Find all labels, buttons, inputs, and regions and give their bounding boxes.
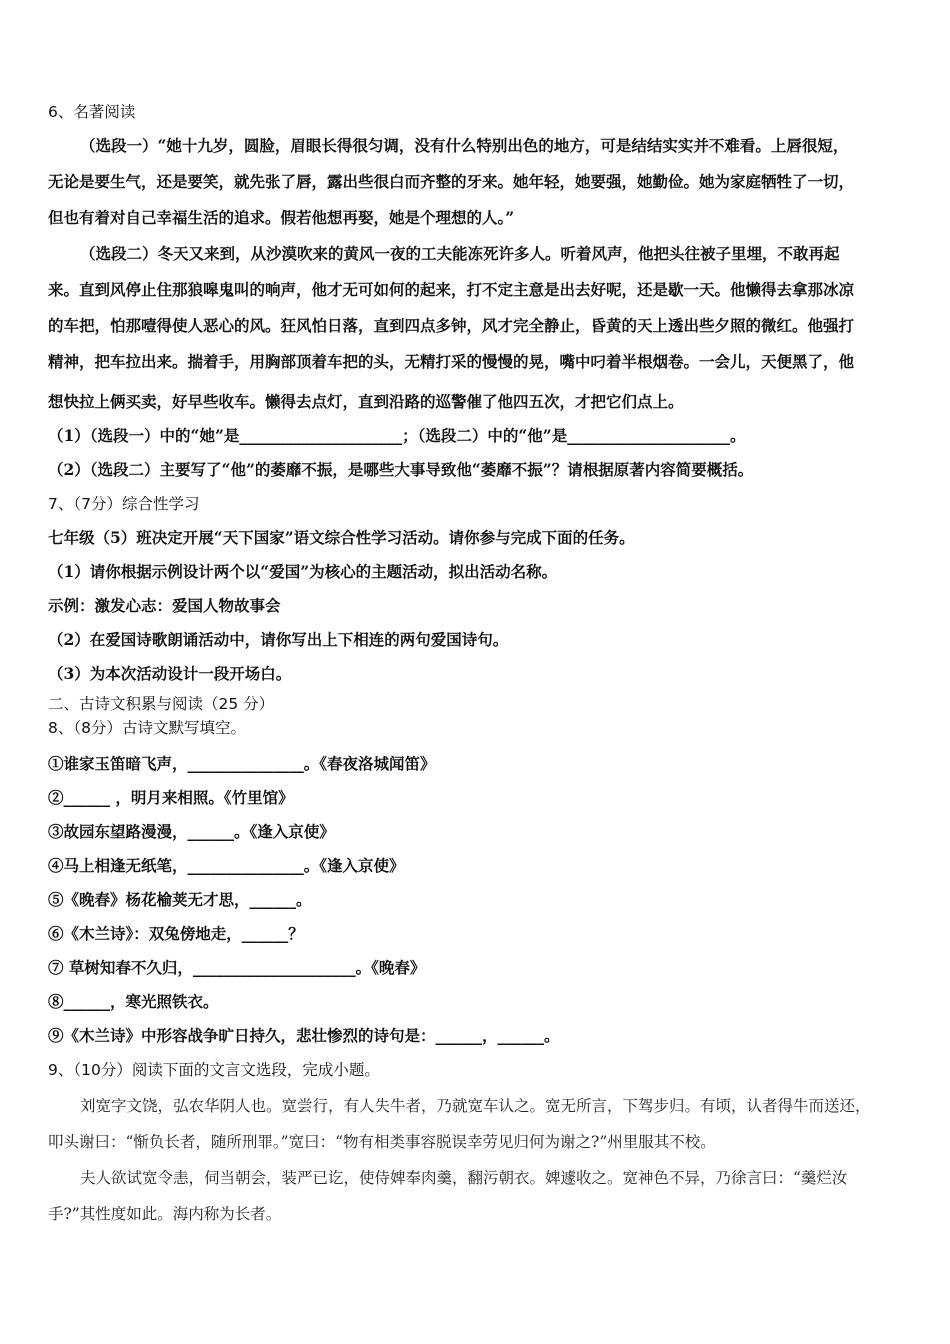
- question-7-heading: 7、（7分）综合性学习: [48, 495, 200, 513]
- question-8-item-4: ④马上相逢无纸笔，_______________。《逢入京使》: [48, 856, 405, 875]
- question-8-item-7: ⑦ 草树知春不久归，_____________________。《晚春》: [48, 958, 426, 977]
- question-7-task-3: （3）为本次活动设计一段开场白。: [48, 664, 292, 683]
- question-8-item-2: ②______ ，明月来相照。《竹里馆》: [48, 788, 294, 807]
- excerpt-1-line-2: 无论是要生气，还是要笑，就先张了唇，露出些很白而齐整的牙来。她年轻，她要强，她勤俭。她为家庭牺牲了一切，: [48, 172, 855, 191]
- excerpt-2-line-5: 想快拉上俩买卖，好早些收车。懒得去点灯，直到沿路的巡警催了他四五次，才把它们点上。: [48, 392, 684, 411]
- classical-text-line-4: 手?”其性度如此。海内称为长者。: [48, 1205, 282, 1223]
- question-9-heading: 9、（10分）阅读下面的文言文选段，完成小题。: [48, 1061, 380, 1079]
- excerpt-2-line-4: 精神，把车拉出来。揣着手，用胸部顶着车把的头，无精打采的慢慢的晃，嘴中叼着半根烟卷。一会儿，天便黑了，他: [48, 352, 855, 371]
- excerpt-1-line-3: 但也有着对自己幸福生活的追求。假若他想再娶，她是个理想的人。”: [48, 208, 515, 227]
- classical-text-line-1: 刘宽字文饶，弘农华阴人也。宽尝行，有人失牛者，乃就宽车认之。宽无所言，下驾步归。有顷，认者得牛而送还，: [80, 1097, 871, 1115]
- question-8-item-3: ③故园东望路漫漫，______。《逢入京使》: [48, 822, 335, 841]
- question-6-sub-2: （2）（选段二）主要写了“他”的萎靡不振，是哪些大事导致他“萎靡不振”？请根据原著内容简要概括。: [48, 460, 754, 479]
- question-8-item-5: ⑤《晚春》杨花榆荚无才思，______。: [48, 890, 312, 909]
- question-8-item-9: ⑨《木兰诗》中形容战争旷日持久，悲壮惨烈的诗句是：______，______。: [48, 1026, 560, 1045]
- question-8-item-8: ⑧______，寒光照铁衣。: [48, 992, 219, 1011]
- excerpt-2-line-2: 来。直到风停止住那狼嗥鬼叫的响声，他才无可如何的起来，打不定主意是出去好呢，还是歇一天。他懒得去拿那冰凉: [48, 280, 855, 299]
- question-7-example: 示例：激发心志：爱国人物故事会: [48, 596, 281, 615]
- question-7-intro: 七年级（5）班决定开展“天下国家”语文综合性学习活动。请你参与完成下面的任务。: [48, 528, 635, 547]
- question-6-sub-1: （1）（选段一）中的“她”是_____________________；（选段二）中的“他”是_____________________。: [48, 426, 746, 445]
- question-6-heading: 6、名著阅读: [48, 103, 136, 121]
- question-8-item-6: ⑥《木兰诗》：双兔傍地走，______？: [48, 924, 304, 943]
- question-8-item-1: ①谁家玉笛暗飞声，_______________。《春夜洛城闻笛》: [48, 754, 436, 773]
- excerpt-2-line-1: （选段二）冬天又来到，从沙漠吹来的黄风一夜的工夫能冻死许多人。听着风声，他把头往被子里埋，不敢再起: [80, 244, 840, 263]
- question-7-task-2: （2）在爱国诗歌朗诵活动中，请你写出上下相连的两句爱国诗句。: [48, 630, 509, 649]
- section-2-heading: 二、古诗文积累与阅读（25 分）: [48, 695, 275, 713]
- excerpt-1-line-1: （选段一）“她十九岁，圆脸，眉眼长得很匀调，没有什么特别出色的地方，可是结结实实并不难看。上唇很短，: [80, 136, 849, 155]
- question-8-heading: 8、（8分）古诗文默写填空。: [48, 719, 246, 737]
- classical-text-line-2: 叩头谢曰：“惭负长者，随所刑罪。”宽曰：“物有相类事容脱误幸劳见归何为谢之?”州里服其不校。: [48, 1133, 716, 1151]
- excerpt-2-line-3: 的车把，怕那噎得使人恶心的风。狂风怕日落，直到四点多钟，风才完全静止，昏黄的天上透出些夕照的微红。他强打: [48, 316, 855, 335]
- question-7-task-1: （1）请你根据示例设计两个以“爱国”为核心的主题活动，拟出活动名称。: [48, 562, 558, 581]
- classical-text-line-3: 夫人欲试宽令恚，伺当朝会，装严已讫，使侍婢奉肉羹，翻污朝衣。婢遽收之。宽神色不异，乃徐言曰：“羹烂汝: [80, 1169, 848, 1187]
